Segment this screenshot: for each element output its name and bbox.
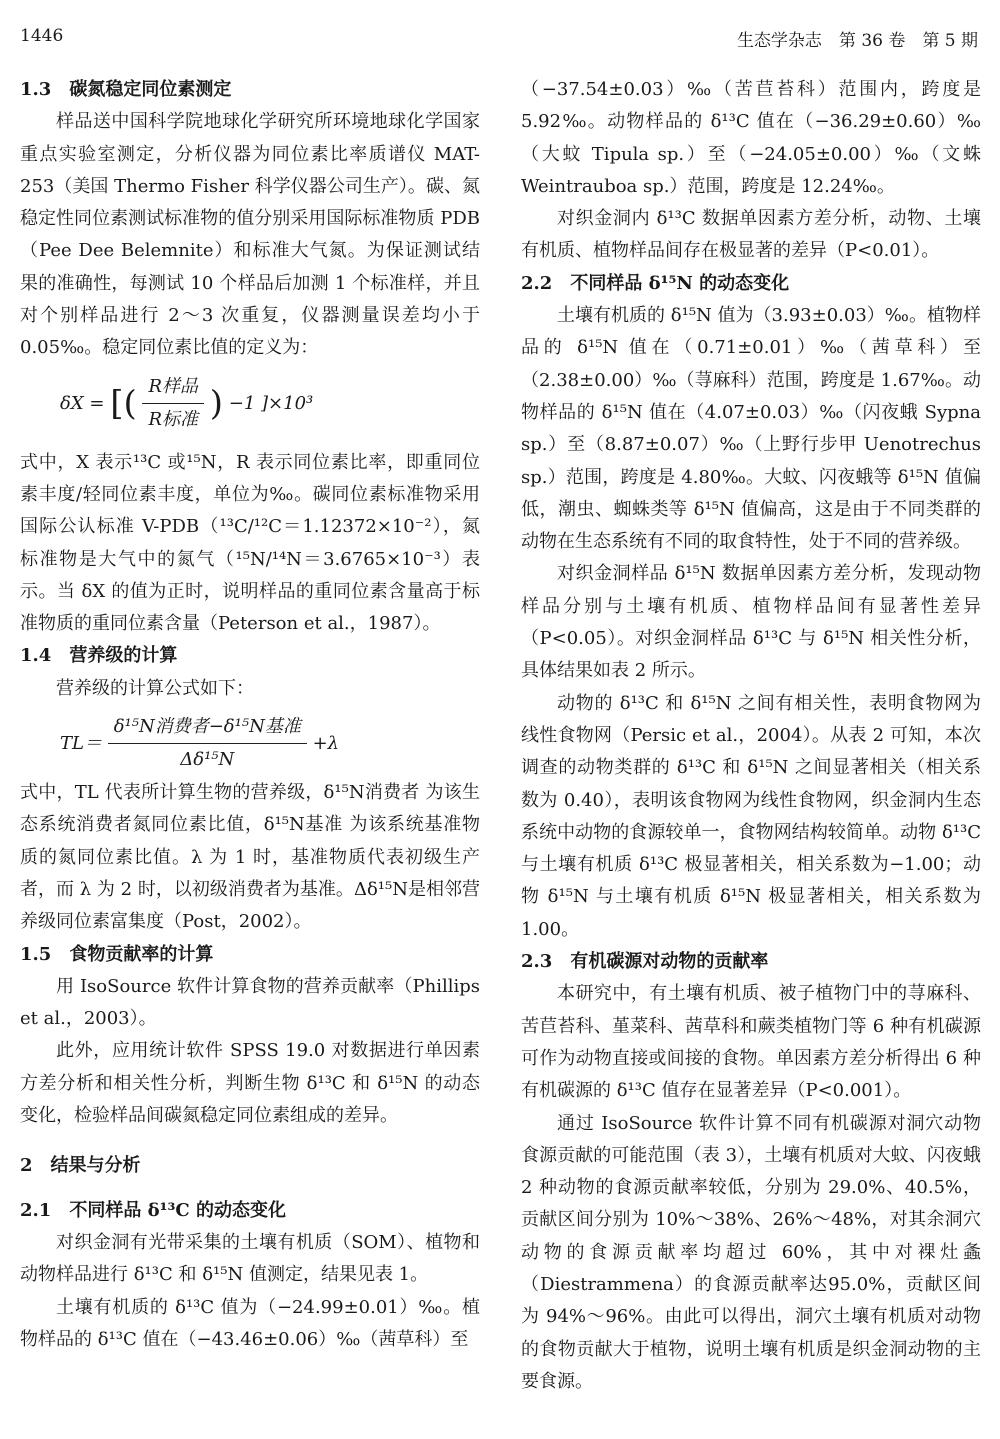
formula-delta-x: δX = [( $\frac{\text{R样品}}{\text{R标准}}$ ) −1 ]×10³: [20, 371, 480, 441]
page-header: [0, 12, 1000, 52]
section-2-2-heading: 2.2 不同样品 δ¹⁵N 的动态变化: [521, 272, 790, 294]
section-1-5-heading: 1.5 食物贡献率的计算: [20, 943, 214, 965]
paragraph: 对织金洞内 δ¹³C 数据单因素方差分析，动物、土壤有机质、植物样品间存在极显著的差异（P<0.01）。: [521, 208, 981, 262]
paragraph: 土壤有机质的 δ¹⁵N 值为（3.93±0.03）‰。植物样品的 δ¹⁵N 值在（0.71±0.01）‰（茜草科）至（2.38±0.00）‰（荨麻科）范围，跨度是 1.67‰。动物样品的 δ¹⁵N 值在（4.07±0.03）‰（闪夜蛾 Sypna sp.）至（8.87±0.07）‰（上野行步甲 Uenotrechus sp.）范围，跨度是 4.80‰。大蚊、闪夜蛾等 δ¹⁵N 值偏低，潮虫、蜘蛛类等 δ¹⁵N 值偏高，这是由于不同类群的动物在生态系统有不同的取食特性，处于不同的营养级。: [521, 305, 981, 553]
formula-lhs: δX =: [60, 392, 105, 414]
paragraph: 动物的 δ¹³C 和 δ¹⁵N 之间有相关性，表明食物网为线性食物网（Persic et al.，2004）。从表 2 可知，本次调查的动物类群的 δ¹³C 和 δ¹⁵N 之间显著相关（相关系数为 0.40），表明该食物网为线性食物网，织金洞内生态系统中动物的食源较单一，食物网结构较简单。动物 δ¹³C 与土壤有机质 δ¹³C 极显著相关，相关系数为−1.00；动物 δ¹⁵N 与土壤有机质 δ¹⁵N 极显著相关，相关系数为 1.00。: [521, 692, 981, 940]
section-2-heading: 2 结果与分析: [20, 1155, 141, 1177]
journal-info: 生态学杂志 第 36 卷 第 5 期: [736, 31, 978, 51]
section-1-3-heading: 1.3 碳氮稳定同位素测定: [20, 79, 232, 100]
paragraph: 土壤有机质的 δ¹³C 值为（−24.99±0.01）‰。植物样品的 δ¹³C 值在（−43.46±0.06）‰（茜草科）至: [20, 1296, 480, 1350]
left-column: [20, 74, 480, 1356]
formula-tail: −1 ]×10³: [228, 392, 314, 414]
paragraph: 用 IsoSource 软件计算食物的营养贡献率（Phillips et al.，2003）。: [20, 975, 480, 1030]
section-2-1-heading: 2.1 不同样品 δ¹³C 的动态变化: [20, 1199, 286, 1221]
paragraph: （−37.54±0.03）‰（苦苣苔科）范围内，跨度是 5.92‰。动物样品的 δ¹³C 值在（−36.29±0.60）‰（大蚊 Tipula sp.）至（−24.05±0.00）‰（文蛛 Weintrauboa sp.）范围，跨度是 12.24‰。: [521, 79, 981, 197]
section-2-3-heading: 2.3 有机碳源对动物的贡献率: [521, 951, 769, 973]
formula-numerator: δ¹⁵N消费者−δ¹⁵N基准: [108, 711, 307, 744]
paragraph: 通过 IsoSource 软件计算不同有机碳源对洞穴动物食源贡献的可能范围（表 3），土壤有机质对大蚊、闪夜蛾 2 种动物的食源贡献率较低，分别为 29.0%、40.5%，贡献区间分别为 10%～38%、26%～48%，对其余洞穴动物的食源贡献率均超过 60%，其中对裸灶螽（Diestrammena）的食源贡献率达95.0%，贡献区间为 94%～96%。由此可以得出，洞穴土壤有机质对动物的食物贡献大于植物，说明土壤有机质是织金洞动物的主要食源。: [521, 1112, 981, 1392]
paragraph: 对织金洞有光带采集的土壤有机质（SOM）、植物和动物样品进行 δ¹³C 和 δ¹⁵N 值测定，结果见表 1。: [20, 1231, 480, 1286]
formula-fraction: [108, 711, 307, 777]
formula-tail: +λ: [312, 732, 340, 754]
paragraph: 式中，X 表示¹³C 或¹⁵N，R 表示同位素比率，即重同位素丰度/轻同位素丰度，单位为‰。碳同位素标准物采用国际公认标准 V-PDB（¹³C/¹²C＝1.12372×10⁻²），氮标准物是大气中的氮气（¹⁵N/¹⁴N＝3.6765×10⁻³）表示。当 δX 的值为正时，说明样品的重同位素含量高于标准物质的重同位素含量（Peterson et al.，1987）。: [20, 451, 480, 635]
formula-denominator: R标准: [148, 408, 199, 430]
page-number: 1446: [20, 26, 64, 46]
paragraph: 本研究中，有土壤有机质、被子植物门中的荨麻科、苦苣苔科、堇菜科、茜草科和蕨类植物门等 6 种有机碳源可作为动物直接或间接的食物。单因素方差分析得出 6 种有机碳源的 δ¹³C 值存在显著差异（P<0.001）。: [521, 983, 981, 1102]
formula-numerator: R样品: [142, 371, 204, 404]
paragraph: 对织金洞样品 δ¹⁵N 数据单因素方差分析，发现动物样品分别与土壤有机质、植物样品间有显著性差异（P<0.05）。对织金洞样品 δ¹³C 与 δ¹⁵N 相关性分析，具体结果如表 2 所示。: [521, 563, 981, 682]
formula-trophic-level: [20, 711, 480, 771]
formula-lhs: TL＝: [60, 732, 102, 754]
paragraph: 式中，TL 代表所计算生物的营养级，δ¹⁵N消费者 为该生态系统消费者氮同位素比值，δ¹⁵N基准 为该系统基准物质的氮同位素比值。λ 为 1 时，基准物质代表初级生产者，而 λ 为 2 时，以初级消费者为基准。Δδ¹⁵N是相邻营养级同位素富集度（Post，2002）。: [20, 782, 480, 933]
formula-denominator: Δδ¹⁵N: [180, 749, 235, 771]
paragraph: 营养级的计算公式如下：: [56, 677, 254, 699]
formula-fraction: [142, 371, 204, 437]
section-1-4-heading: 1.4 营养级的计算: [20, 645, 178, 667]
paragraph: 样品送中国科学院地球化学研究所环境地球化学国家重点实验室测定，分析仪器为同位素比率质谱仪 MAT-253（美国 Thermo Fisher 科学仪器公司生产）。碳、氮稳定性同位素测试标准物的值分别采用国际标准物质 PDB（Pee Dee Belemnite）和标准大气氮。为保证测试结果的准确性，每测试 10 个样品后加测 1 个标准样，并且对个别样品进行 2～3 次重复，仪器测量误差均小于 0.05‰。稳定同位素比值的定义为：: [20, 111, 480, 359]
paragraph: 此外，应用统计软件 SPSS 19.0 对数据进行单因素方差分析和相关性分析，判断生物 δ¹³C 和 δ¹⁵N 的动态变化，检验样品间碳氮稳定同位素组成的差异。: [20, 1040, 480, 1127]
right-column: [521, 74, 981, 1398]
